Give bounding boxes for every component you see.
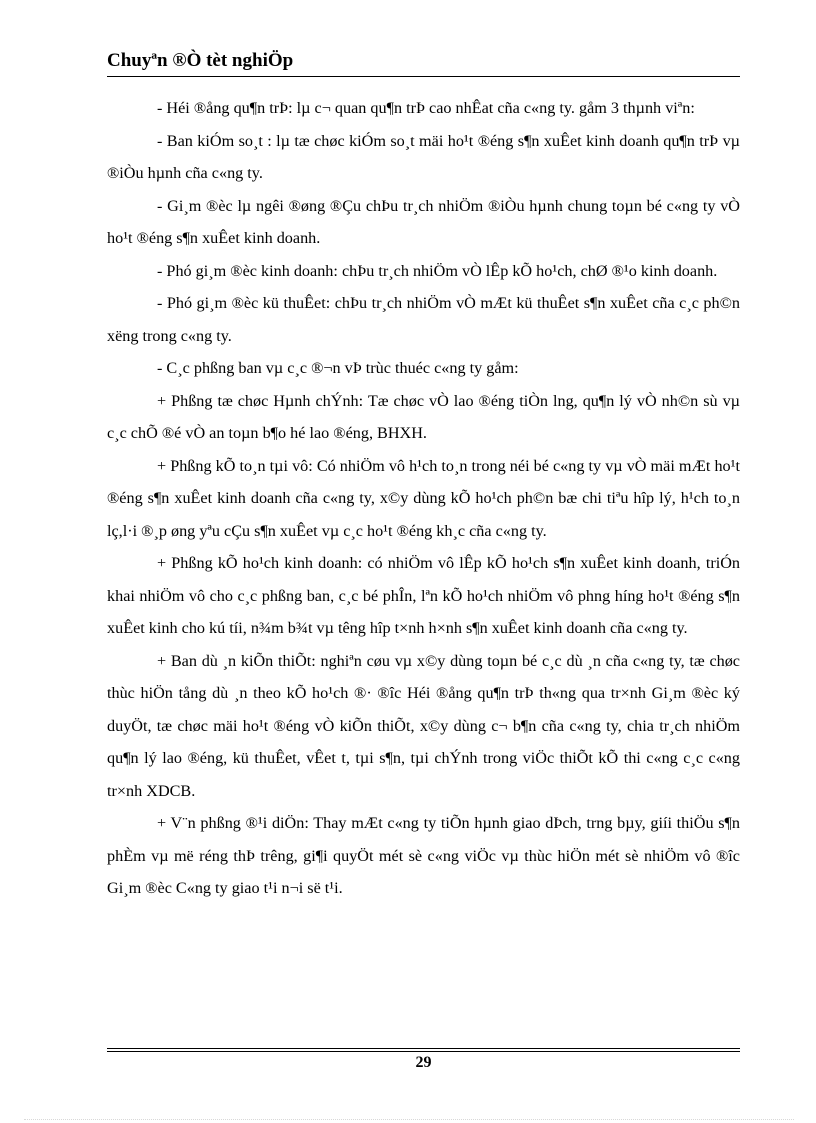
document-body	[107, 92, 740, 905]
paragraph-planning-department: + Phßng kÕ ho¹ch kinh doanh: có nhiÖm vô lÊp kÕ ho¹ch s¶n xuÊet kinh doanh, triÓn khai nhiÖm vô cho c¸c phßng ban, c¸c bé phÎn, lªn kÕ ho¹ch nhiÖm vô phng híng ho¹t ®éng s¶n xuÊet kinh cho kú tíi, n¾m b¾t vµ têng hîp t×nh h×nh s¶n xuÊet kinh doanh cña c«ng ty.	[107, 554, 740, 637]
page-bottom-edge	[24, 1119, 794, 1120]
paragraph-representative-office: + V¨n phßng ®¹i diÖn: Thay mÆt c«ng ty tiÕn hµnh giao dÞch, trng bµy, giíi thiÖu s¶n phÈm vµ më réng thÞ trêng, gi¶i quyÖt mét sè c«ng viÖc vµ thùc hiÖn mét sè nhiÖm vô ®îc Gi¸m ®èc C«ng ty giao t¹i n¬i së t¹i.	[107, 814, 740, 897]
header-title: Chuyªn ®Ò tèt nghiÖp	[107, 50, 294, 71]
paragraph-project-board: + Ban dù ¸n kiÕn thiÕt: nghiªn cøu vµ x©y dùng toµn bé c¸c dù ¸n cña c«ng ty, tæ chøc thùc hiÖn tång dù ¸n theo kÕ ho¹ch ®· ®îc Héi ®ång qu¶n trÞ th«ng qua tr×nh Gi¸m ®èc ký duyÖt, tæ chøc mäi ho¹t ®éng vÒ kiÕn thiÕt, x©y dùng c¬ b¶n cña c«ng ty, chia tr¸ch nhiÖm qu¶n lý lao ®éng, kü thuÊet, vÊet t, tµi s¶n, tµi chÝnh trong viÖc thiÕt kÕ thi c«ng c¸c c«ng tr×nh XDCB.	[107, 651, 740, 800]
paragraph-accounting-department: + Phßng kÕ to¸n tµi vô: Có nhiÖm vô h¹ch to¸n trong néi bé c«ng ty vµ vÒ mäi mÆt ho¹t ®éng s¶n xuÊet kinh doanh cña c«ng ty, x©y dùng kÕ ho¹ch ph©n bæ chi tiªu hîp lý, h¹ch to¸n lç,l·i ®¸p øng yªu cÇu s¶n xuÊet vµ c¸c ho¹t ®éng kh¸c cña c«ng ty.	[107, 456, 740, 540]
paragraph-admin-department: + Phßng tæ chøc Hµnh chÝnh: Tæ chøc vÒ lao ®éng tiÒn lng, qu¶n lý vÒ nh©n sù vµ c¸c chÕ ®é vÒ an toµn b¶o hé lao ®éng, BHXH.	[107, 391, 740, 442]
paragraph-departments: - C¸c phßng ban vµ c¸c ®¬n vÞ trùc thuéc c«ng ty gåm:	[157, 359, 519, 377]
paragraph-board-of-directors: - Héi ®ång qu¶n trÞ: lµ c¬ quan qu¶n trÞ cao nhÊat cña c«ng ty. gåm 3 thµnh viªn:	[157, 99, 695, 117]
footer-divider	[107, 1048, 740, 1052]
paragraph-deputy-technical: - Phó gi¸m ®èc kü thuÊet: chÞu tr¸ch nhiÖm vÒ mÆt kü thuÊet s¶n xuÊet cña c¸c ph©n xëng trong c«ng ty.	[107, 294, 740, 345]
paragraph-director: - Gi¸m ®èc lµ ngêi ®øng ®Çu chÞu tr¸ch nhiÖm ®iÒu hµnh chung toµn bé c«ng ty vÒ ho¹t ®éng s¶n xuÊet kinh doanh.	[107, 196, 740, 247]
page-number: 29	[415, 1054, 432, 1071]
paragraph-deputy-business: - Phó gi¸m ®èc kinh doanh: chÞu tr¸ch nhiÖm vÒ lÊp kÕ ho¹ch, chØ ®¹o kinh doanh.	[157, 261, 718, 280]
page-header	[107, 50, 740, 77]
paragraph-control-board: - Ban kiÓm so¸t : lµ tæ chøc kiÓm so¸t mäi ho¹t ®éng s¶n xuÊet kinh doanh qu¶n trÞ vµ ®iÒu hµnh cña c«ng ty.	[107, 131, 740, 182]
